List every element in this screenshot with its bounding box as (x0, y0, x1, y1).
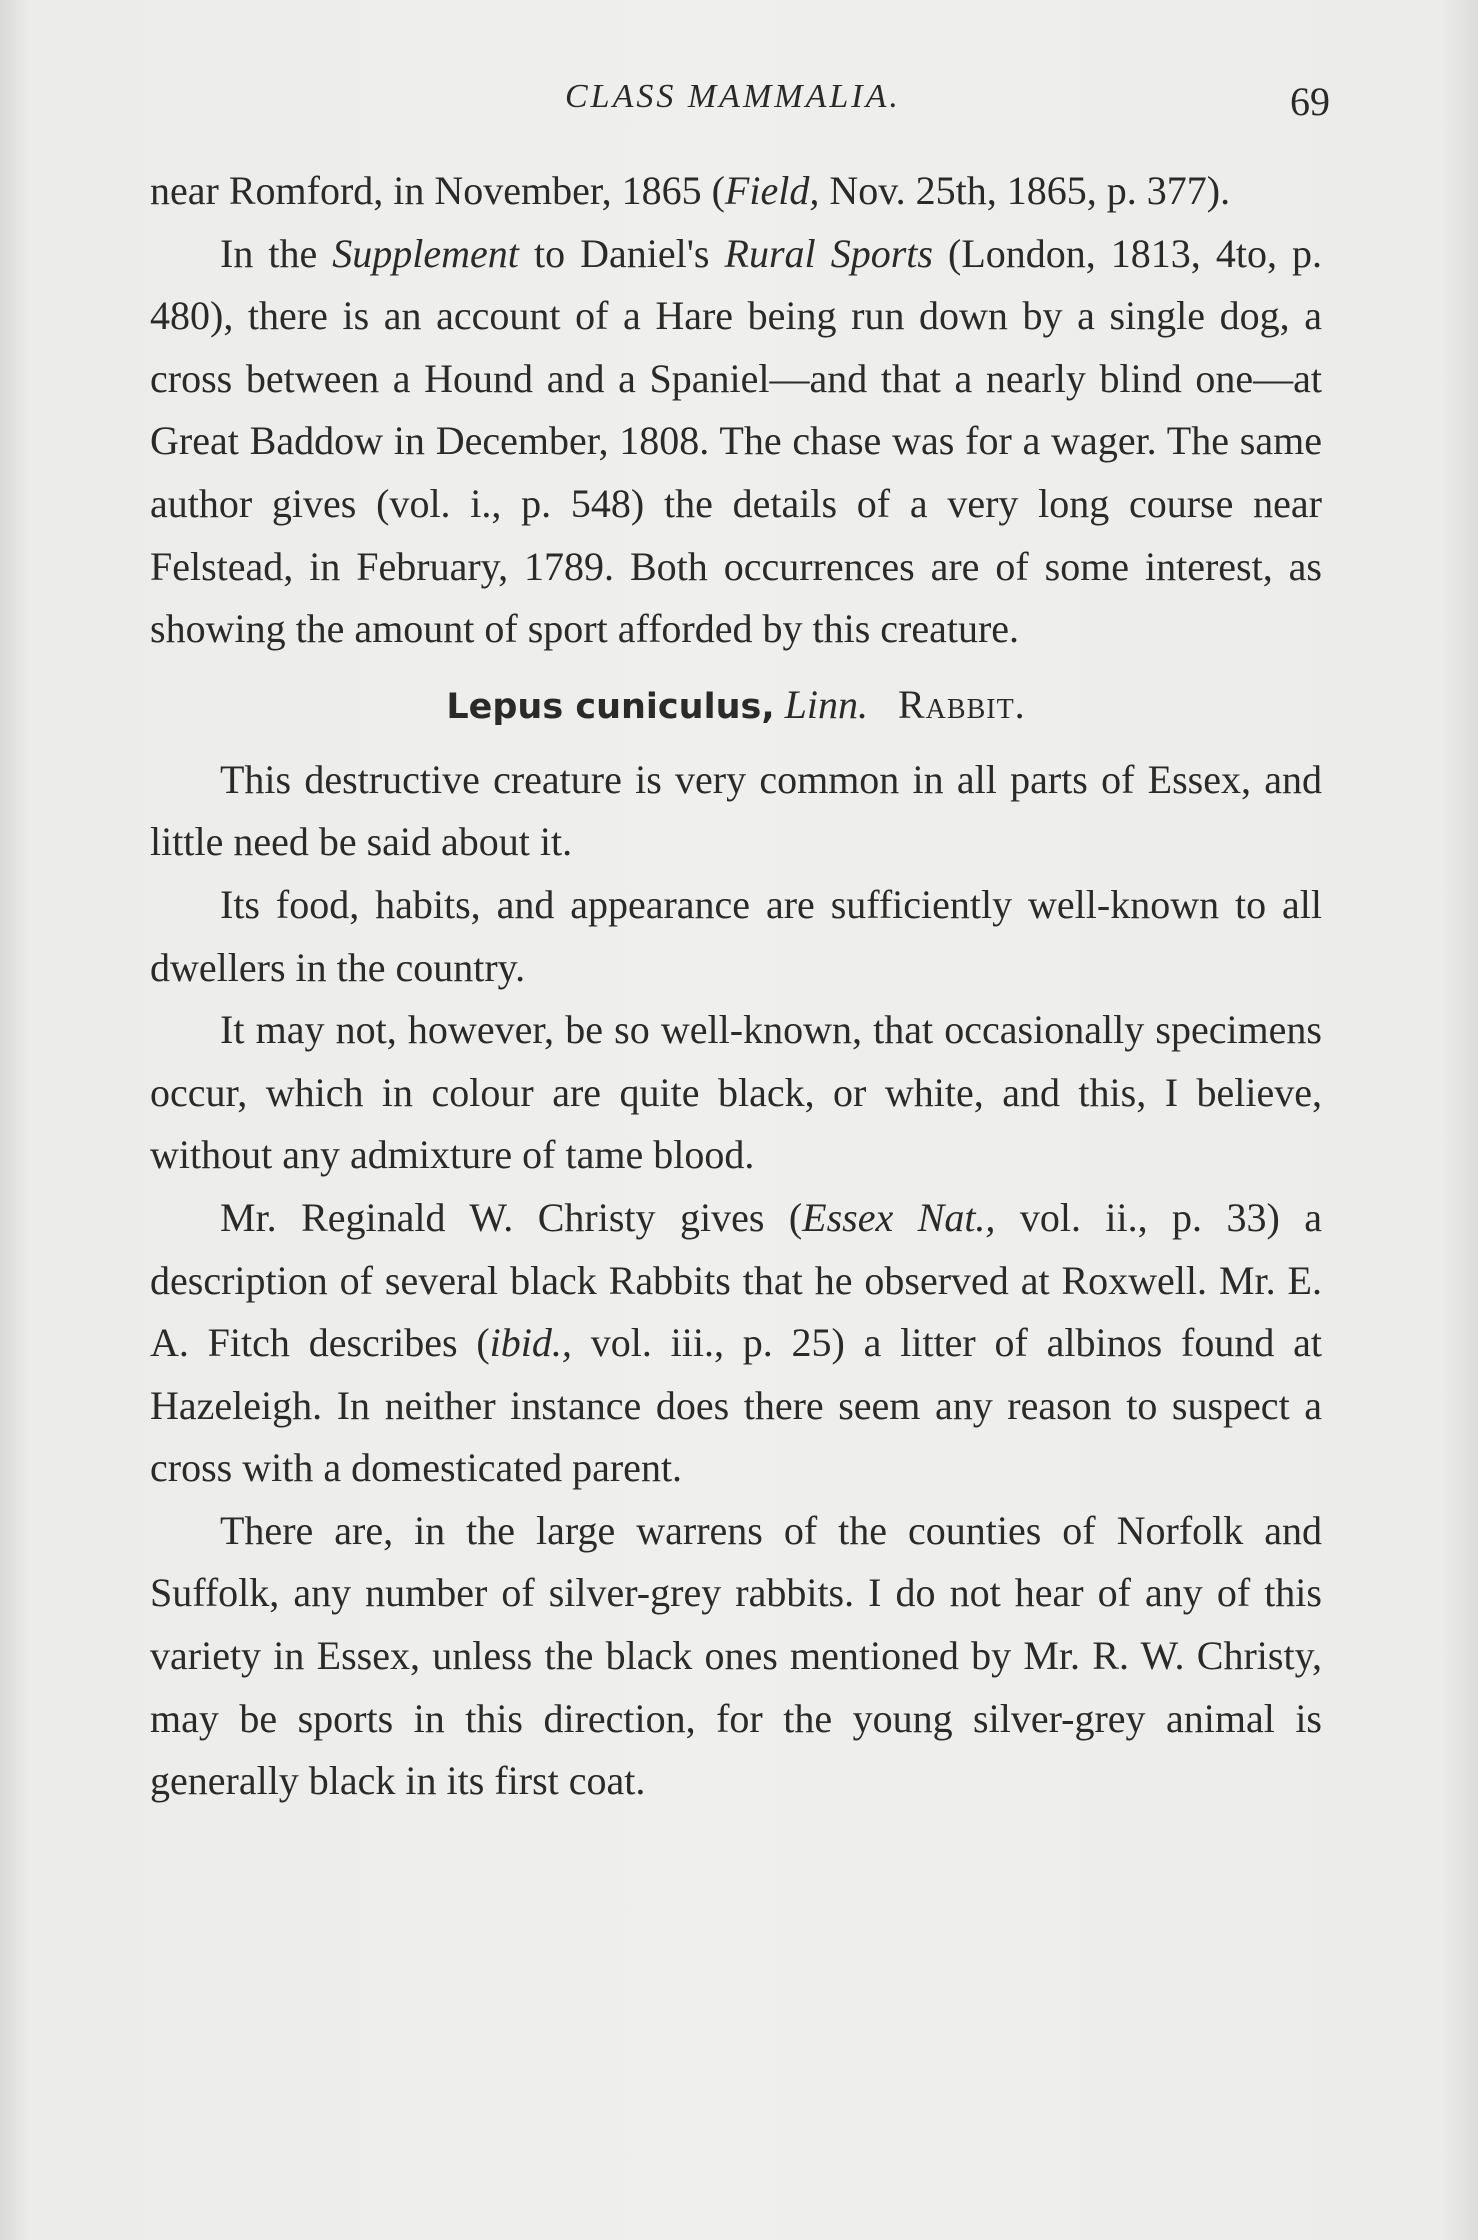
text-run: Nov. 25th, 1865, p. 377). (819, 168, 1231, 213)
paragraph-christy-fitch (150, 1187, 1322, 1500)
text-run: vol. iii., p. 25) a litter of albinos found at Hazeleigh. In neither instance does there seem any reason to suspect a cross with a domesticated parent. (150, 1320, 1323, 1491)
text-run: (London, 1813, 4to, p. 480), there is an account of a Hare being run down by a single dog, a cross between a Hound and a Spaniel—and that a nearly blind one—at Great Baddow in December, 1808. The chase was for a wager. The same author gives (vol. i., p. 548) the details of a very long course near Felstead, in February, 1789. Both occurrences are of some interest, as showing the amount of sport afforded by this creature. (150, 230, 1322, 652)
paragraph-daniels-rural-sports (150, 223, 1322, 661)
text-run: Mr. Reginald W. Christy gives ( (220, 1194, 803, 1240)
body-text (150, 160, 1322, 1813)
text-run: vol. ii., p. 33) a description of several black Rabbits that he observed at Roxwell. Mr. E. A. Fitch describes ( (150, 1194, 1322, 1366)
italic-title: Supplement (332, 230, 519, 276)
species-heading (150, 661, 1322, 749)
species-authority: Linn. (784, 681, 868, 727)
paragraph-black-white-specimens: It may not, however, be so well-known, that occasionally specimens occur, which in colour are quite black, or white, and this, I believe, without any admixture of tame blood. (150, 1007, 1322, 1178)
paragraph-food-habits: Its food, habits, and appearance are sufficiently well-known to all dwellers in the country. (150, 881, 1322, 990)
running-title: CLASS MAMMALIA. (565, 78, 901, 115)
paragraph-silver-grey-rabbits: There are, in the large warrens of the counties of Norfolk and Suffolk, any number of silver-grey rabbits. I do not hear of any of this variety in Essex, unless the black ones mentioned by Mr. R. W. Christy, may be sports in this direction, for the young silver-grey animal is generally black in its first coat. (150, 1507, 1322, 1804)
common-name: Rabbit. (898, 681, 1026, 727)
italic-citation: Field, (724, 168, 820, 213)
italic-citation: ibid., (489, 1320, 572, 1366)
italic-title: Rural Sports (724, 230, 933, 276)
species-name: Lepus cuniculus, (446, 686, 775, 727)
page-number: 69 (1290, 79, 1330, 124)
text-run: near Romford, in November, 1865 ( (150, 168, 725, 213)
paragraph-continued (150, 160, 1322, 223)
text-run: In the (220, 230, 333, 276)
italic-citation: Essex Nat., (802, 1194, 996, 1240)
text-run: to Daniel's (518, 230, 725, 276)
paragraph-destructive-creature: This destructive creature is very common in all parts of Essex, and little need be said about it. (150, 756, 1322, 865)
running-head (150, 78, 1330, 128)
